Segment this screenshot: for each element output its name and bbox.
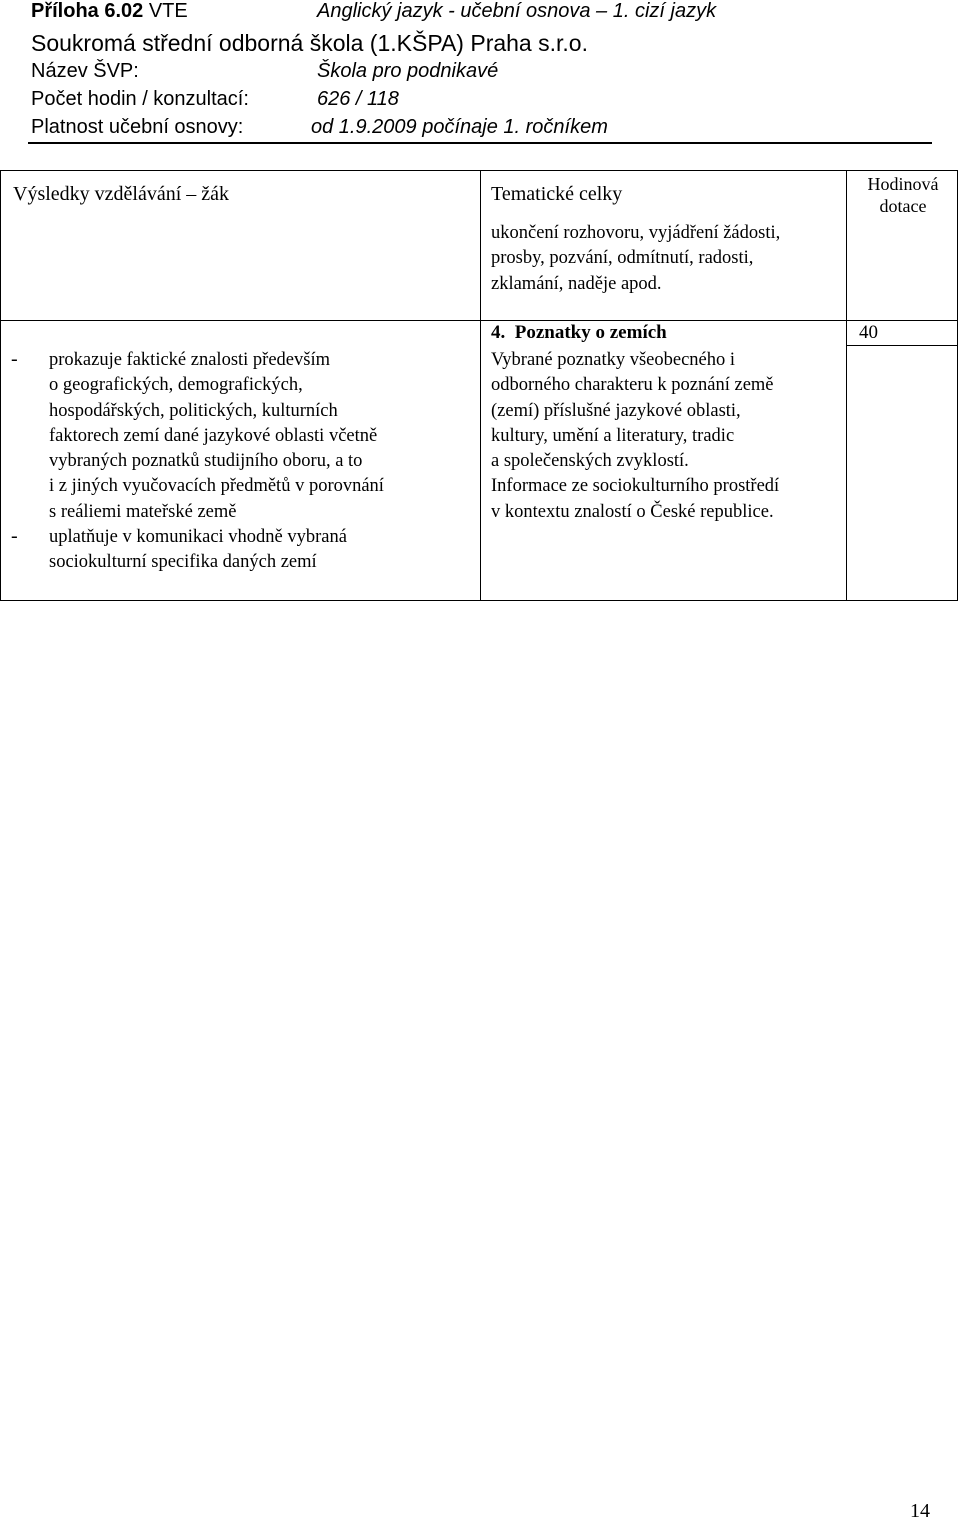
hours-value: 626 / 118 [317,88,399,110]
column-divider-1 [480,171,481,600]
outcome-line: prokazuje faktické znalosti především [49,350,330,370]
outcome-line: o geografických, demografických, [49,375,303,396]
outcome-line: sociokulturní specifika daných zemí [49,552,317,573]
column-divider-2 [846,171,847,600]
document-header [0,0,960,150]
outcome-line: uplatňuje v komunikaci vhodně vybraná [49,527,347,547]
section-number: 4. [491,322,506,343]
outcome-item-2 [49,525,347,576]
svp-value: Škola pro podnikavé [317,60,499,82]
topic-line: Informace ze sociokulturního prostředí [491,476,780,497]
header-hours-line2: dotace [879,196,927,216]
continued-line: prosby, pozvání, odmítnutí, radosti, [491,248,754,269]
topic-line: v kontextu znalostí o České republice. [491,501,774,522]
school-name: Soukromá střední odborná škola (1.KŠPA) Praha s.r.o. [31,30,588,56]
topic-content [491,348,779,525]
hours-label: Počet hodin / konzultací: [31,88,249,110]
header-rule [28,142,932,144]
header-hours [847,173,959,217]
topic-line: Vybrané poznatky všeobecného i [491,350,736,370]
hours-row-divider [847,345,957,346]
topic-line: (zemí) příslušné jazykové oblasti, [491,400,741,421]
svp-label: Název ŠVP: [31,60,139,82]
topic-line: kultury, umění a literatury, tradic [491,425,735,446]
outcome-line: vybraných poznatků studijního oboru, a to [49,451,363,472]
outcome-line: s reáliemi mateřské země [49,501,237,522]
validity-value: od 1.9.2009 počínaje 1. ročníkem [311,116,608,138]
header-hours-line1: Hodinová [867,174,939,194]
appendix-label: Příloha 6.02 [31,0,144,22]
continued-line: zklamání, naděje apod. [491,273,662,294]
outcome-line: hospodářských, politických, kulturních [49,400,338,421]
section-name: Poznatky o zemích [514,322,667,343]
section-title [491,322,667,344]
validity-label: Platnost učební osnovy: [31,116,244,138]
outcome-line: i z jiných vyučovacích předmětů v porovnání [49,476,384,497]
continued-topics [491,221,780,297]
subject-title: Anglický jazyk - učební osnova – 1. cizí jazyk [317,0,717,22]
row-divider [1,320,957,321]
header-outcomes: Výsledky vzdělávání – žák [13,183,230,205]
outcome-item-1 [49,348,384,525]
topic-line: a společenských zvyklostí. [491,451,689,472]
appendix-type: VTE [148,0,188,22]
section-hours: 40 [859,322,878,343]
topic-line: odborného charakteru k poznání země [491,375,774,396]
curriculum-table [0,170,958,601]
appendix-line [31,0,188,23]
page-number: 14 [910,1500,930,1522]
outcome-line: faktorech zemí dané jazykové oblasti včetně [49,425,378,446]
header-topics: Tematické celky [491,183,623,205]
outcome-bullet: - [11,525,18,547]
outcome-bullet: - [11,348,18,370]
continued-line: ukončení rozhovoru, vyjádření žádosti, [491,223,781,243]
